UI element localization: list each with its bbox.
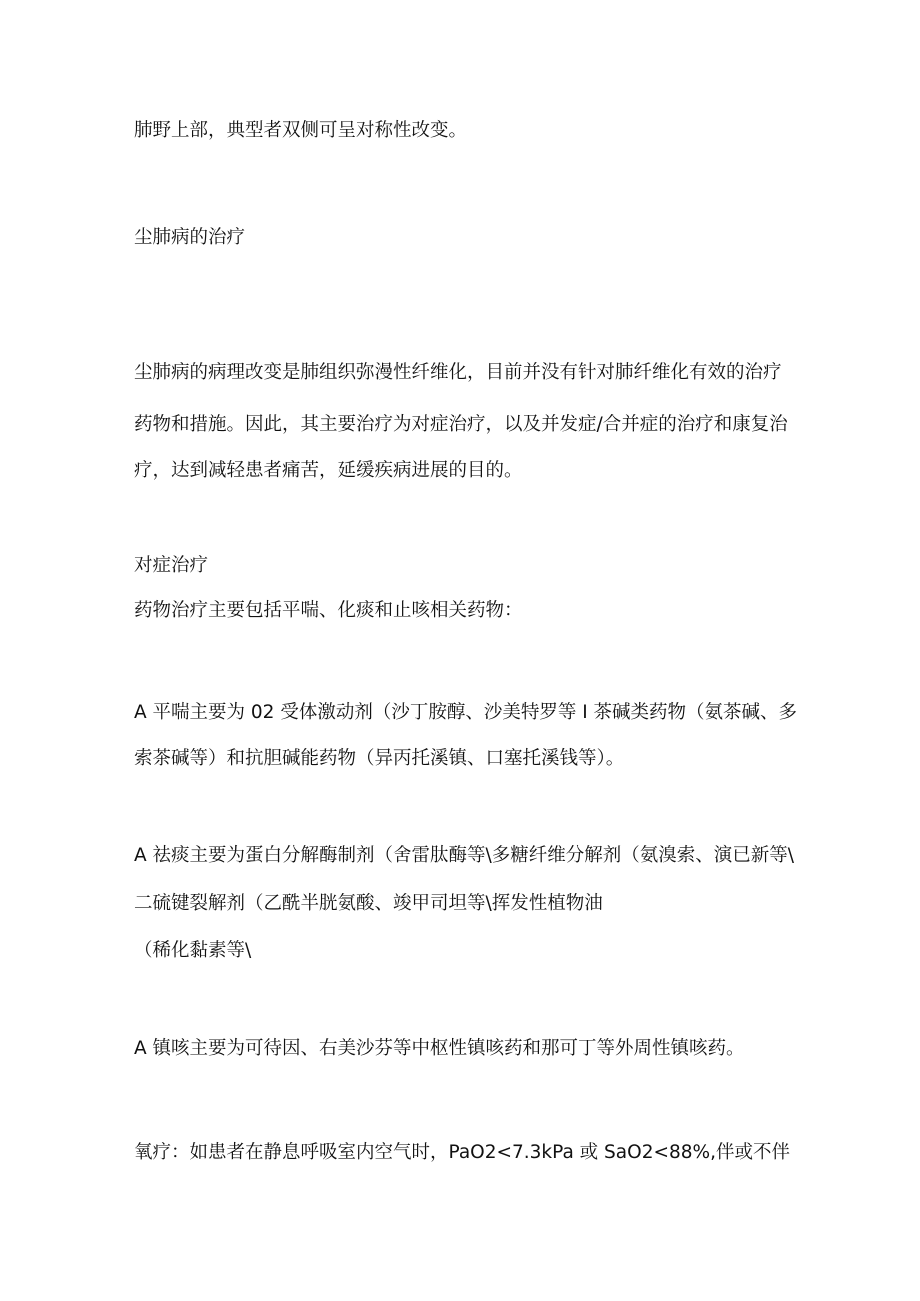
treatment-paragraph-line: 疗，达到减轻患者痛苦，延缓疾病进展的目的。 (134, 460, 523, 481)
expectorant-paragraph-line: A 祛痰主要为蛋白分解酶制剂（舍雷肽酶等\多糖纤维分解剂（氨溴索、演已新等\ (134, 845, 795, 866)
heading-symptomatic-treatment: 对症治疗 (134, 555, 209, 576)
antitussive-paragraph: A 镇咳主要为可待因、右美沙芬等中枢性镇咳药和那可丁等外周性镇咳药。 (134, 1038, 745, 1059)
intro-paragraph: 肺野上部，典型者双侧可呈对称性改变。 (134, 120, 468, 141)
antiasthma-paragraph-line: 索茶碱等）和抗胆碱能药物（异丙托溪镇、口塞托溪钱等）。 (134, 748, 625, 769)
treatment-paragraph-line: 药物和措施。因此，其主要治疗为对症治疗，以及并发症/合并症的治疗和康复治 (134, 414, 788, 435)
antiasthma-paragraph-line: A 平喘主要为 02 受体激动剂（沙丁胺醇、沙美特罗等 I 茶碱类药物（氨茶碱、多 (134, 702, 798, 723)
expectorant-paragraph-line: 二硫键裂解剂（乙酰半胱氨酸、竣甲司坦等\挥发性植物油 (134, 893, 603, 914)
oxygen-therapy-paragraph: 氧疗：如患者在静息呼吸室内空气时，PaO2<7.3kPa 或 SaO2<88%,伴或不伴 (134, 1142, 790, 1163)
heading-pneumoconiosis-treatment: 尘肺病的治疗 (134, 227, 246, 248)
drug-treatment-paragraph: 药物治疗主要包括平喘、化痰和止咳相关药物： (134, 600, 523, 621)
expectorant-paragraph-line: （稀化黏素等\ (134, 940, 252, 961)
treatment-paragraph-line: 尘肺病的病理改变是肺组织弥漫性纤维化，目前并没有针对肺纤维化有效的治疗 (134, 362, 782, 383)
